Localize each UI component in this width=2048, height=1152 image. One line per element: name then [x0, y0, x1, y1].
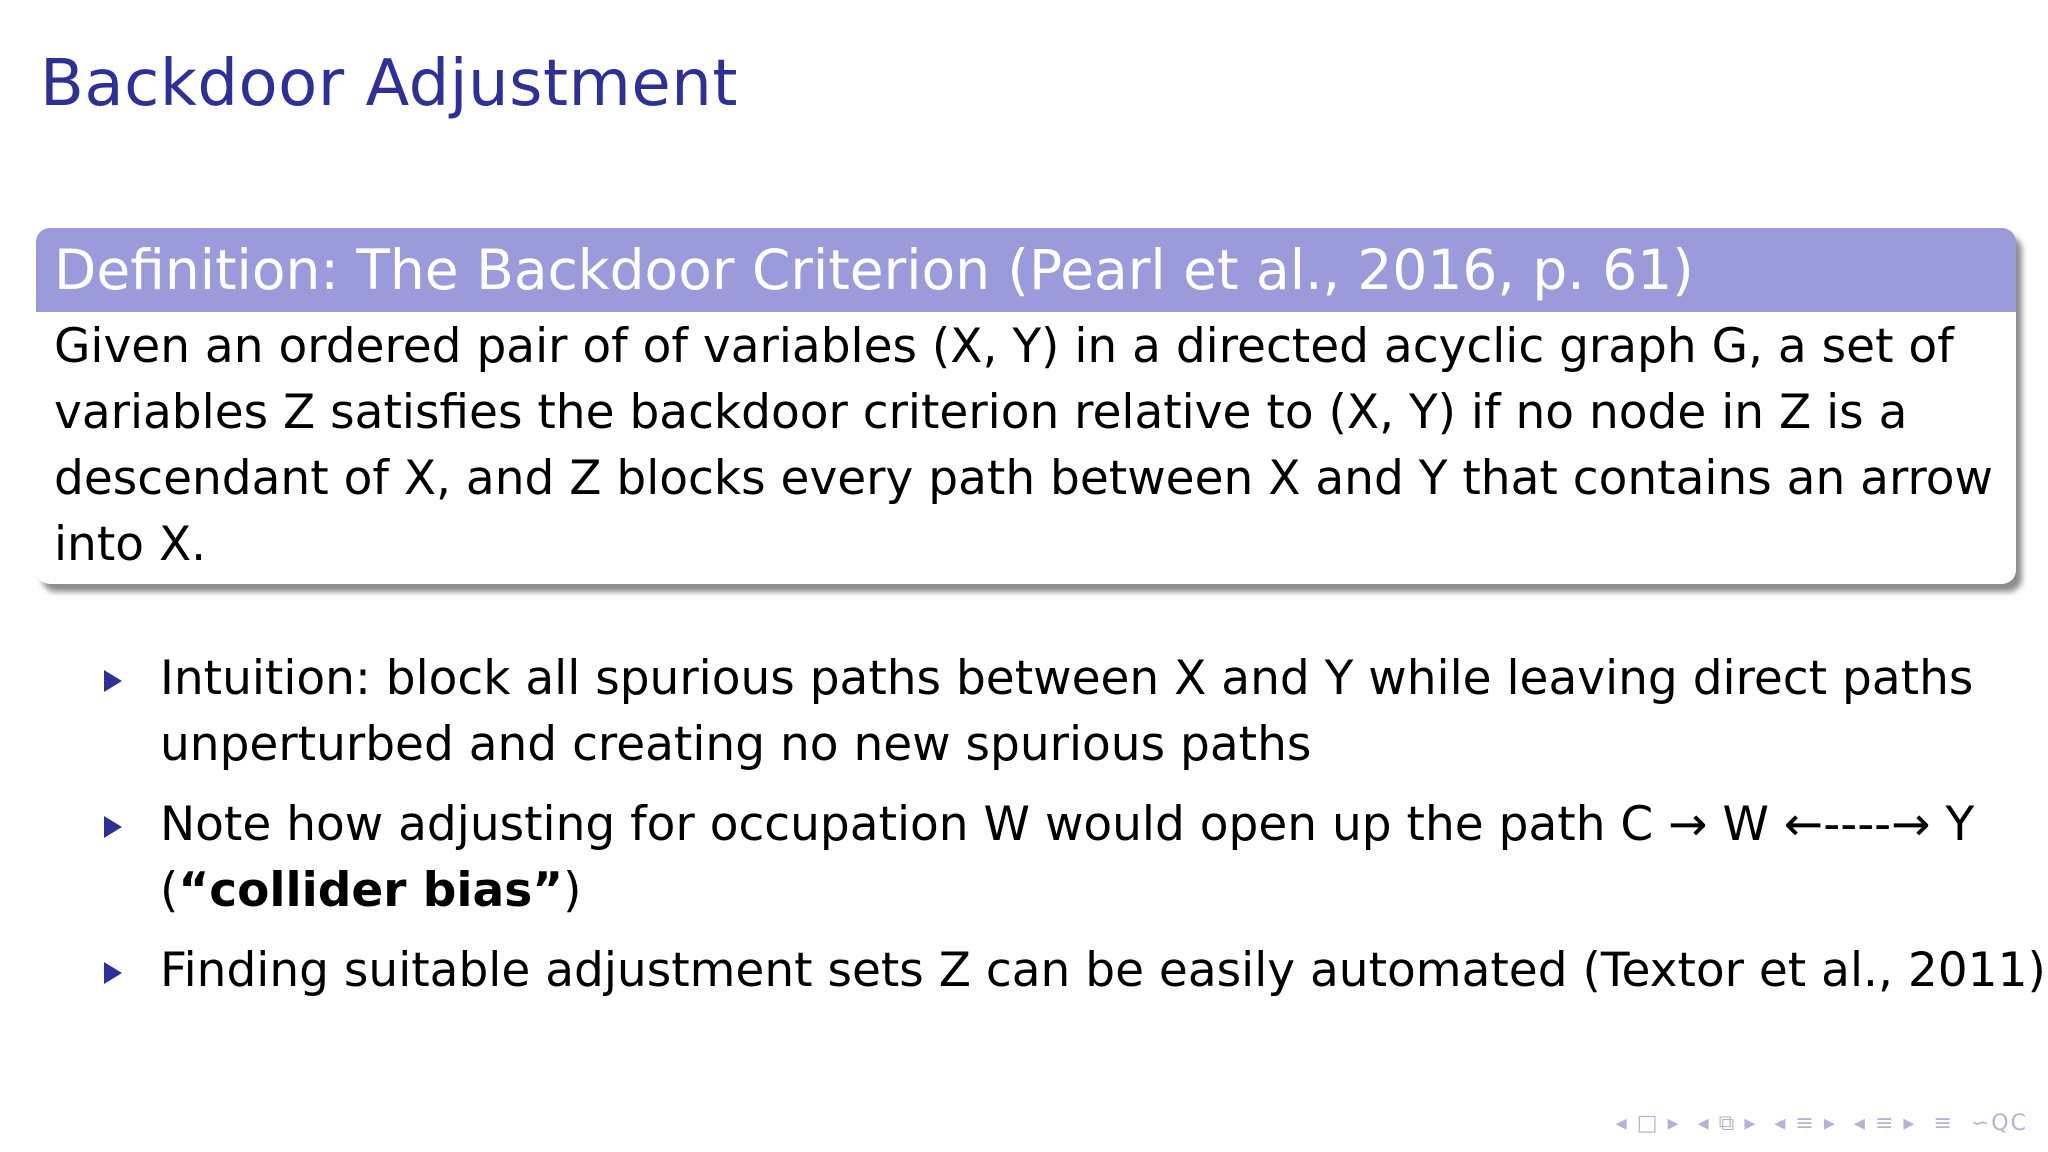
frame-prev-icon[interactable]: ◂ [1615, 1111, 1629, 1136]
section-prev-icon[interactable]: ◂ [1774, 1111, 1788, 1136]
bullet-item-adjustment-sets [104, 938, 2046, 1004]
toc-icon[interactable]: ≡ [1933, 1111, 1954, 1136]
bullet-text: Finding suitable adjustment sets Z can be easily automated (Textor et al., 2011) [160, 943, 2046, 998]
section-icon[interactable]: ≡ [1795, 1111, 1816, 1136]
doc-prev-icon[interactable]: ◂ [1853, 1111, 1867, 1136]
bullet-item-collider-note [104, 792, 2004, 924]
definition-line: into X. [54, 517, 207, 572]
bullet-text: Note how adjusting for occupation W would open up the path C → W ←----→ Y [160, 797, 1975, 852]
paren-open: ( [160, 863, 179, 918]
triangle-bullet-icon [104, 962, 122, 984]
frame-next-icon[interactable]: ▸ [1667, 1111, 1681, 1136]
bullet-item-intuition [104, 646, 2004, 778]
bullet-text: Intuition: block all spurious paths between X and Y while leaving direct paths [160, 651, 1974, 706]
beamer-navigation-bar [1608, 1111, 2028, 1136]
bullet-text-line [160, 858, 2004, 924]
bullet-text: unperturbed and creating no new spurious paths [160, 717, 1312, 772]
definition-body [36, 314, 2016, 578]
section-next-icon[interactable]: ▸ [1823, 1111, 1837, 1136]
definition-line: Given an ordered pair of of variables (X, Y) in a directed acyclic graph G, a set of [54, 319, 1954, 374]
subsection-prev-icon[interactable]: ◂ [1697, 1111, 1711, 1136]
search-icon[interactable]: ∽QC [1970, 1111, 2028, 1136]
paren-close: ) [563, 863, 582, 918]
definition-line: descendant of X, and Z blocks every path between X and Y that contains an arrow [54, 451, 1993, 506]
triangle-bullet-icon [104, 670, 122, 692]
slide-title: Backdoor Adjustment [40, 47, 738, 121]
collider-bias-term: “collider bias” [178, 863, 564, 918]
bullet-list [104, 646, 2046, 1018]
doc-next-icon[interactable]: ▸ [1903, 1111, 1917, 1136]
subsection-icon[interactable]: ⧉ [1718, 1111, 1737, 1136]
frame-icon[interactable]: □ [1636, 1111, 1660, 1136]
definition-line: variables Z satisfies the backdoor criterion relative to (X, Y) if no node in Z is a [54, 385, 1908, 440]
doc-icon[interactable]: ≡ [1874, 1111, 1896, 1136]
subsection-next-icon[interactable]: ▸ [1744, 1111, 1758, 1136]
triangle-bullet-icon [104, 816, 122, 838]
definition-header: Definition: The Backdoor Criterion (Pearl et al., 2016, p. 61) [36, 228, 2016, 312]
definition-block [36, 228, 2016, 584]
